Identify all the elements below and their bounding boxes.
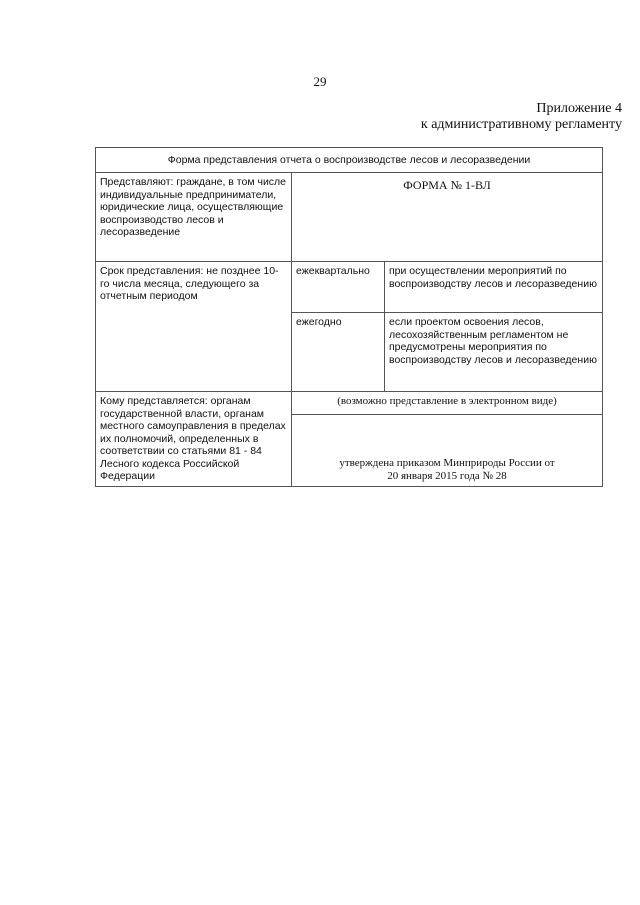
annual-label: ежегодно: [292, 313, 385, 392]
appendix-title: Приложение 4: [536, 101, 622, 116]
annual-condition: если проектом освоения лесов, лесохозяйственным регламентом не предусмотрены мероприятия по воспроизводству лесов и лесоразведению: [385, 313, 603, 392]
recipients-row: [96, 392, 603, 415]
approval-line-1: утверждена приказом Минприроды России от: [339, 456, 555, 469]
submitters-cell: Представляют: граждане, в том числе индивидуальные предприниматели, юридические лица, осуществляющие воспроизводство лесов и лесоразведение: [96, 173, 292, 262]
report-form-table: [95, 147, 603, 487]
approval-line-2: 20 января 2015 года № 28: [387, 469, 507, 482]
appendix-subtitle: к административному регламенту: [420, 117, 622, 132]
approval-cell: [292, 415, 603, 486]
form-title-row: [96, 148, 603, 173]
form-title: Форма представления отчета о воспроизводстве лесов и лесоразведении: [96, 148, 603, 173]
recipients-cell: Кому представляется: органам государственной власти, органам местного самоуправления в пределах их полномочий, определенных в соответствии со статьями 81 - 84 Лесного кодекса Российской Федерации: [96, 392, 292, 487]
page-number: 29: [313, 74, 327, 89]
quarterly-row: [96, 262, 603, 313]
quarterly-label: ежеквартально: [292, 262, 385, 313]
appendix-heading: [421, 101, 622, 133]
form-number: ФОРМА № 1-ВЛ: [292, 173, 603, 262]
submitters-row: [96, 173, 603, 262]
electronic-note: (возможно представление в электронном виде): [292, 392, 603, 415]
deadline-cell: Срок представления: не позднее 10-го числа месяца, следующего за отчетным периодом: [96, 262, 292, 392]
quarterly-condition: при осуществлении мероприятий по воспроизводству лесов и лесоразведению: [385, 262, 603, 313]
